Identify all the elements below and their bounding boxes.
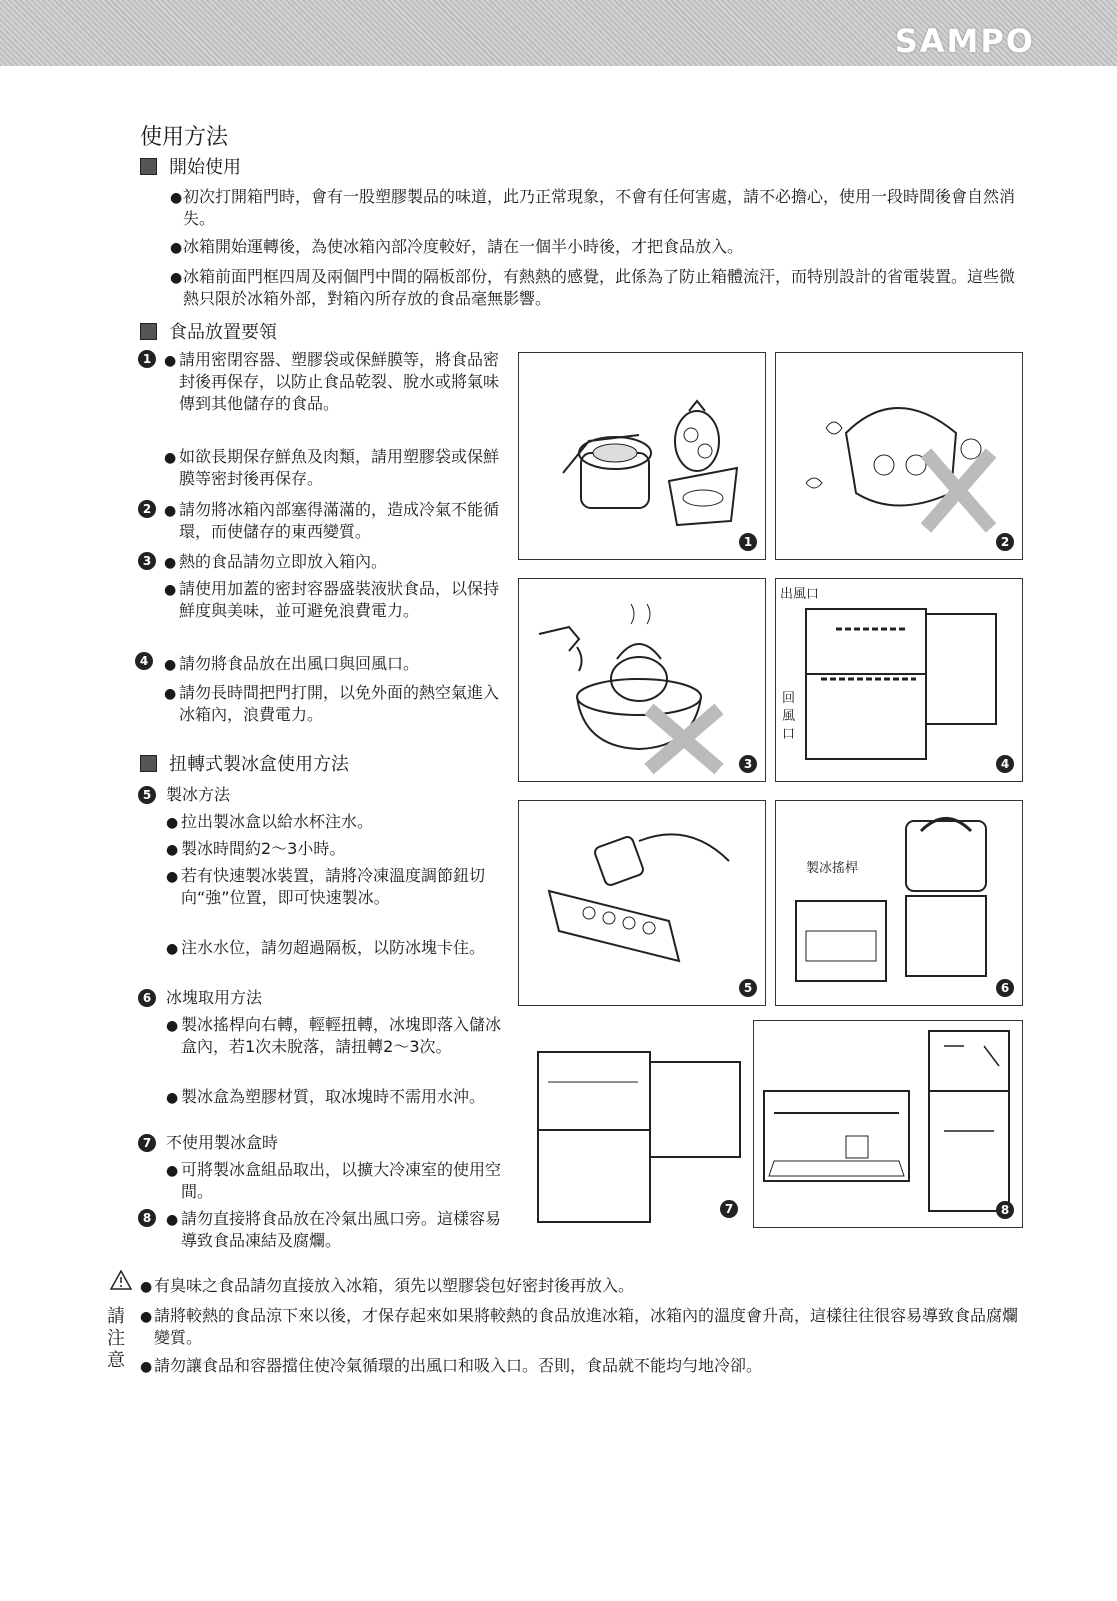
return-label-char: 回 bbox=[782, 691, 796, 706]
paragraph: 請勿將食品放在出風口與回風口。 bbox=[179, 654, 420, 673]
figure-panel-5 bbox=[518, 800, 766, 1006]
figure-panel-6 bbox=[775, 800, 1023, 1006]
section-square-icon bbox=[140, 323, 157, 340]
paragraph: 如欲長期保存鮮魚及肉類，請用塑膠袋或保鮮膜等密封後再保存。 bbox=[179, 447, 500, 488]
hot-kettle-illustration bbox=[519, 579, 765, 781]
overfilled-fridge-illustration bbox=[776, 353, 1022, 559]
brand-logo: SAMPO bbox=[894, 22, 1035, 60]
paragraph: 請勿長時間把門打開，以免外面的熱空氣進入冰箱內，浪費電力。 bbox=[179, 683, 500, 724]
bullet-icon: ● bbox=[164, 353, 177, 369]
figure-number: 1 bbox=[739, 533, 757, 551]
section-heading-start bbox=[140, 153, 241, 179]
figure-panel-2 bbox=[775, 352, 1023, 560]
subheading: 冰塊取用方法 bbox=[166, 988, 263, 1007]
figure-number: 7 bbox=[720, 1200, 738, 1218]
bullet-icon: ● bbox=[170, 240, 183, 256]
bullet-icon: ● bbox=[164, 657, 177, 673]
paragraph: 熱的食品請勿立即放入箱內。 bbox=[179, 552, 388, 571]
subheading: 製冰方法 bbox=[166, 785, 231, 804]
figure-panel-4 bbox=[775, 578, 1023, 782]
bullet-icon: ● bbox=[164, 582, 177, 598]
subheading: 不使用製冰盒時 bbox=[166, 1133, 279, 1152]
paragraph: 請使用加蓋的密封容器盛裝液狀食品，以保持鮮度與美味，並可避免浪費電力。 bbox=[179, 579, 500, 620]
number-badge: 6 bbox=[138, 989, 156, 1007]
caution-item: 請將較熱的食品涼下來以後，才保存起來如果將較熱的食品放進冰箱，冰箱內的溫度會升高，這樣往往很容易導致食品腐爛變質。 bbox=[154, 1306, 1019, 1347]
paragraph: 初次打開箱門時，會有一股塑膠製品的味道，此乃正常現象，不會有任何害處，請不必擔心，使用一段時間後會自然消失。 bbox=[183, 187, 1016, 228]
bullet-icon: ● bbox=[170, 190, 183, 206]
paragraph: 若有快速製冰裝置，請將冷凍溫度調節鈕切向“強”位置，即可快速製冰。 bbox=[181, 866, 486, 907]
section-heading-food bbox=[140, 318, 277, 344]
figure-number: 4 bbox=[996, 755, 1014, 773]
ice-tray-filling-illustration bbox=[519, 801, 765, 1005]
paragraph: 製冰時間約2～3小時。 bbox=[181, 839, 346, 858]
bullet-icon: ● bbox=[166, 869, 179, 885]
fridge-vents-illustration bbox=[776, 579, 1022, 781]
bullet-icon: ● bbox=[166, 941, 179, 957]
bullet-icon: ● bbox=[166, 815, 179, 831]
paragraph: 請勿將冰箱內部塞得滿滿的，造成冷氣不能循環，而使儲存的東西變質。 bbox=[179, 500, 500, 541]
caution-item: 請勿讓食品和容器擋住使冷氣循環的出風口和吸入口。否則，食品就不能均勻地冷卻。 bbox=[154, 1356, 763, 1375]
bullet-icon: ● bbox=[166, 1212, 179, 1228]
lever-label: 製冰搖桿 bbox=[806, 861, 859, 876]
ice-lever-illustration bbox=[776, 801, 1022, 1005]
paragraph: 請用密閉容器、塑膠袋或保鮮膜等，將食品密封後再保存，以防止食品乾裂、脫水或將氣味傳到其他儲存的食品。 bbox=[179, 350, 500, 413]
bullet-icon: ● bbox=[164, 555, 177, 571]
return-label-char: 口 bbox=[782, 727, 796, 742]
caution-label-char: 意 bbox=[107, 1350, 125, 1371]
air-vent-airflow-illustration bbox=[754, 1021, 1022, 1227]
section-heading-icemaker bbox=[140, 750, 349, 776]
figure-panel-7 bbox=[518, 1022, 746, 1226]
bullet-icon: ● bbox=[140, 1309, 153, 1325]
figure-number: 6 bbox=[996, 979, 1014, 997]
figure-number: 2 bbox=[996, 533, 1014, 551]
figure-panel-1 bbox=[518, 352, 766, 560]
paragraph: 拉出製冰盒以給水杯注水。 bbox=[181, 812, 374, 831]
paragraph: 注水水位，請勿超過隔板，以防冰塊卡住。 bbox=[181, 938, 486, 957]
paragraph: 冰箱開始運轉後，為使冰箱內部冷度較好，請在一個半小時後，才把食品放入。 bbox=[183, 237, 744, 256]
bullet-icon: ● bbox=[166, 1163, 179, 1179]
section-heading-text: 扭轉式製冰盒使用方法 bbox=[169, 754, 349, 775]
caution-label-char: 請 bbox=[107, 1306, 125, 1327]
figure-number: 8 bbox=[996, 1201, 1014, 1219]
caution-item: 有臭味之食品請勿直接放入冰箱，須先以塑膠袋包好密封後再放入。 bbox=[154, 1276, 635, 1295]
freezer-space-illustration bbox=[518, 1022, 746, 1226]
figure-panel-8 bbox=[753, 1020, 1023, 1228]
number-badge: 3 bbox=[138, 552, 156, 570]
number-badge: 5 bbox=[138, 786, 156, 804]
bullet-icon: ● bbox=[164, 503, 177, 519]
bullet-icon: ● bbox=[164, 686, 177, 702]
paragraph: 製冰搖桿向右轉，輕輕扭轉，冰塊即落入儲冰盒內，若1次未脫落，請扭轉2～3次。 bbox=[181, 1015, 502, 1056]
section-square-icon bbox=[140, 755, 157, 772]
bullet-icon: ● bbox=[140, 1279, 153, 1295]
number-badge: 4 bbox=[135, 652, 153, 670]
paragraph: 冰箱前面門框四周及兩個門中間的隔板部份，有熱熱的感覺，此係為了防止箱體流汗，而特別設計的省電裝置。這些微熱只限於冰箱外部，對箱內所存放的食品毫無影響。 bbox=[183, 267, 1016, 308]
paragraph: 請勿直接將食品放在冷氣出風口旁。這樣容易導致食品凍結及腐爛。 bbox=[181, 1209, 502, 1250]
section-heading-text: 食品放置要領 bbox=[169, 322, 277, 343]
page-title: 使用方法 bbox=[140, 125, 229, 150]
bullet-icon: ● bbox=[170, 270, 183, 286]
bullet-icon: ● bbox=[140, 1359, 153, 1375]
bullet-icon: ● bbox=[166, 842, 179, 858]
vent-label: 出風口 bbox=[780, 587, 820, 602]
figure-panel-3 bbox=[518, 578, 766, 782]
section-heading-text: 開始使用 bbox=[169, 157, 241, 178]
food-containers-illustration bbox=[519, 353, 765, 559]
figure-number: 3 bbox=[739, 755, 757, 773]
bullet-icon: ● bbox=[166, 1090, 179, 1106]
figure-number: 5 bbox=[739, 979, 757, 997]
bullet-icon: ● bbox=[166, 1018, 179, 1034]
caution-label-char: 注 bbox=[107, 1328, 125, 1349]
paragraph: 可將製冰盒組品取出，以擴大冷凍室的使用空間。 bbox=[181, 1160, 502, 1201]
paragraph: 製冰盒為塑膠材質，取冰塊時不需用水沖。 bbox=[181, 1087, 486, 1106]
number-badge: 2 bbox=[138, 500, 156, 518]
return-label-char: 風 bbox=[782, 709, 796, 724]
number-badge: 1 bbox=[138, 350, 156, 368]
warning-icon bbox=[110, 1270, 132, 1290]
number-badge: 8 bbox=[138, 1209, 156, 1227]
bullet-icon: ● bbox=[164, 450, 177, 466]
number-badge: 7 bbox=[138, 1134, 156, 1152]
section-square-icon bbox=[140, 158, 157, 175]
